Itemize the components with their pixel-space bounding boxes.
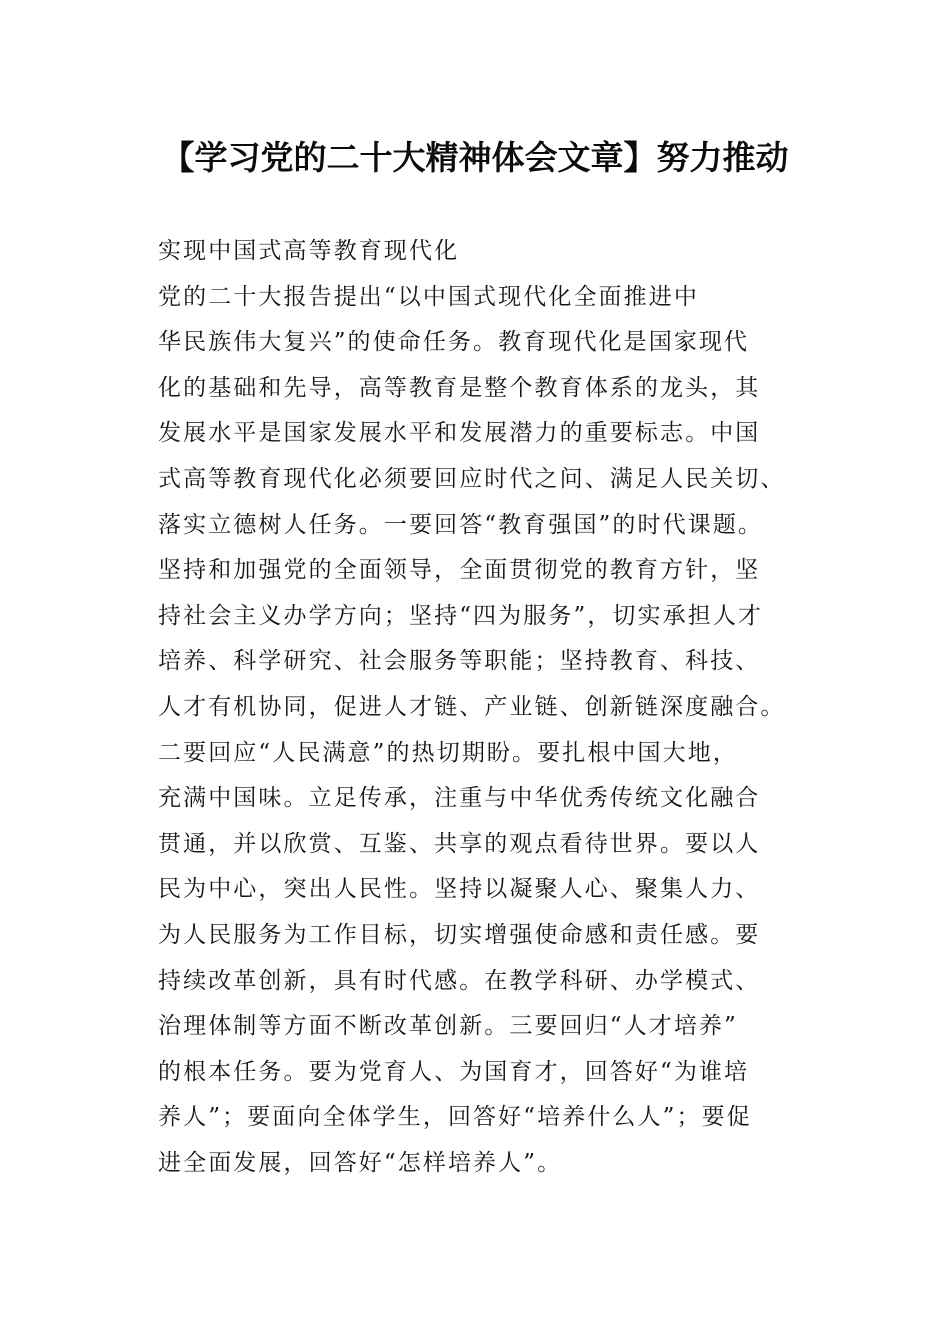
body-line: 发展水平是国家发展水平和发展潜力的重要标志。中国: [158, 420, 761, 447]
body-line: 为人民服务为工作目标，切实增强使命感和责任感。要: [158, 921, 761, 948]
document-title: 【学习党的二十大精神体会文章】努力推动: [161, 138, 789, 177]
body-line: 党的二十大报告提出“以中国式现代化全面推进中: [158, 283, 699, 310]
body-line: 民为中心，突出人民性。坚持以凝聚人心、聚集人力、: [158, 876, 761, 903]
body-line: 人才有机协同，促进人才链、产业链、创新链深度融合。: [158, 693, 786, 720]
body-line: 落实立德树人任务。一要回答“教育强国”的时代课题。: [158, 511, 764, 538]
body-line: 持续改革创新，具有时代感。在教学科研、办学模式、: [158, 967, 761, 994]
body-line: 充满中国味。立足传承，注重与中华优秀传统文化融合: [158, 785, 761, 812]
body-line: 治理体制等方面不断改革创新。三要回归“人才培养”: [158, 1013, 738, 1040]
body-line: 化的基础和先导，高等教育是整个教育体系的龙头，其: [158, 374, 761, 401]
body-line: 式高等教育现代化必须要回应时代之问、满足人民关切、: [158, 465, 786, 492]
body-line: 二要回应“人民满意”的热切期盼。要扎根中国大地，: [158, 739, 738, 766]
body-line: 贯通，并以欣赏、互鉴、共享的观点看待世界。要以人: [158, 830, 761, 857]
body-line: 实现中国式高等教育现代化: [158, 238, 460, 264]
body-line: 进全面发展，回答好“怎样培养人”。: [158, 1149, 563, 1176]
body-line: 华民族伟大复兴”的使命任务。教育现代化是国家现代: [158, 329, 750, 356]
body-line: 培养、科学研究、社会服务等职能；坚持教育、科技、: [158, 648, 761, 675]
body-line: 坚持和加强党的全面领导，全面贯彻党的教育方针，坚: [158, 557, 761, 584]
body-line: 的根本任务。要为党育人、为国育才，回答好“为谁培: [158, 1058, 750, 1085]
document-body: [158, 229, 838, 1186]
body-line: 养人”；要面向全体学生，回答好“培养什么人”；要促: [158, 1104, 752, 1131]
body-line: 持社会主义办学方向；坚持“四为服务”，切实承担人才: [158, 602, 764, 629]
